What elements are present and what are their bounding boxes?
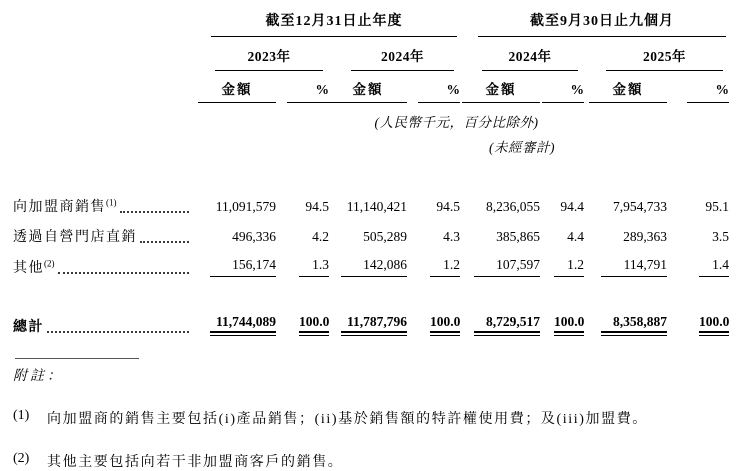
note-item-2	[13, 451, 731, 471]
total-percent-cell: 100.0	[276, 303, 329, 336]
amount-cell: 142,086	[329, 246, 407, 277]
percent-header: %	[540, 71, 584, 103]
leader-dots	[140, 241, 189, 243]
amount-cell: 289,363	[623, 229, 667, 244]
table-row-sales-to-franchisees	[13, 186, 729, 216]
percent-cell: 4.3	[443, 229, 460, 244]
row-label-cell	[13, 246, 193, 277]
total-amount-cell: 8,358,887	[584, 303, 667, 336]
percent-cell: 4.4	[567, 229, 584, 244]
note-item-1	[13, 408, 731, 428]
row-label-cell	[13, 303, 193, 336]
note-text: 向加盟商的銷售主要包括(i)產品銷售；(ii)基於銷售額的特許權使用費；及(iii)加盟費。	[47, 412, 648, 427]
column-group-year-ended	[193, 8, 460, 37]
table-row-total	[13, 303, 729, 336]
leader-dots	[58, 272, 190, 274]
empty-cell	[13, 103, 193, 131]
amount-cell: 7,954,733	[613, 199, 667, 214]
amount-cell: 8,236,055	[486, 199, 540, 214]
empty-cell	[193, 103, 329, 131]
column-group-title: 截至9月30日止九個月	[478, 10, 726, 37]
amount-percent-header-row	[13, 71, 729, 103]
revenue-breakdown-table	[13, 8, 729, 336]
percent-header: %	[667, 71, 729, 103]
percent-cell: 4.2	[312, 229, 329, 244]
percent-cell: 1.3	[276, 246, 329, 277]
unaudited-note: (未經審計)	[489, 140, 555, 155]
amount-header: 金額	[460, 71, 540, 103]
percent-cell: 1.2	[407, 246, 460, 277]
row-label-cell	[13, 186, 193, 216]
footnote-ref: (1)	[106, 197, 117, 208]
amount-header: 金額	[329, 71, 407, 103]
amount-cell: 107,597	[460, 246, 540, 277]
amount-cell: 496,336	[232, 229, 276, 244]
percent-cell: 94.5	[436, 199, 460, 214]
amount-cell: 156,174	[193, 246, 276, 277]
currency-note: (人民幣千元，百分比除外)	[374, 115, 539, 130]
unaudited-note-row	[13, 131, 729, 156]
spacer-row	[13, 277, 729, 303]
currency-note-row	[13, 103, 729, 131]
percent-cell: 3.5	[712, 229, 729, 244]
row-label: 其他$^{(2)}$	[13, 258, 55, 276]
row-label: 向加盟商銷售$^{(1)}$	[13, 197, 117, 215]
empty-cell	[13, 131, 460, 156]
empty-cell	[584, 103, 729, 131]
row-label-cell	[13, 216, 193, 246]
total-amount-cell: 11,744,089	[193, 303, 276, 336]
amount-cell: 114,791	[584, 246, 667, 277]
year-header-2023: 2023年	[193, 37, 329, 71]
table-row-others	[13, 246, 729, 277]
row-label: 總計	[13, 320, 44, 335]
percent-cell: 1.2	[540, 246, 584, 277]
footnote-ref: (2)	[44, 258, 55, 269]
amount-cell: 11,140,421	[346, 199, 407, 214]
empty-cell	[13, 8, 193, 37]
column-group-title: 截至12月31日止年度	[211, 10, 457, 37]
year-header-2024: 2024年	[329, 37, 460, 71]
spacer-row	[13, 156, 729, 186]
amount-cell: 385,865	[496, 229, 540, 244]
total-amount-cell: 8,729,517	[460, 303, 540, 336]
empty-cell	[13, 71, 193, 103]
amount-cell: 11,091,579	[215, 199, 276, 214]
amount-header: 金額	[193, 71, 276, 103]
note-text: 其他主要包括向若干非加盟商客戶的銷售。	[47, 455, 344, 470]
row-label: 透過自營門店直銷	[13, 230, 137, 245]
total-percent-cell: 100.0	[667, 303, 729, 336]
note-marker: (1)	[13, 408, 30, 423]
total-percent-cell: 100.0	[540, 303, 584, 336]
percent-header: %	[407, 71, 460, 103]
percent-cell: 95.1	[705, 199, 729, 214]
percent-header: %	[276, 71, 329, 103]
notes-heading: 附註：	[13, 369, 64, 384]
leader-dots	[47, 331, 189, 333]
year-header-9m-2024: 2024年	[460, 37, 584, 71]
column-group-nine-months	[460, 8, 729, 37]
amount-cell: 505,289	[363, 229, 407, 244]
note-marker: (2)	[13, 451, 30, 466]
empty-cell	[13, 37, 193, 71]
leader-dots	[120, 211, 190, 213]
total-percent-cell: 100.0	[407, 303, 460, 336]
total-amount-cell: 11,787,796	[329, 303, 407, 336]
footnote-separator-line	[15, 358, 139, 359]
percent-cell: 94.4	[560, 199, 584, 214]
percent-cell: 94.5	[305, 199, 329, 214]
empty-cell	[584, 131, 729, 156]
column-group-header-row	[13, 8, 729, 37]
table-row-direct-sales-own-stores	[13, 216, 729, 246]
year-header-row	[13, 37, 729, 71]
amount-header: 金額	[584, 71, 667, 103]
year-header-9m-2025: 2025年	[584, 37, 729, 71]
percent-cell: 1.4	[667, 246, 729, 277]
